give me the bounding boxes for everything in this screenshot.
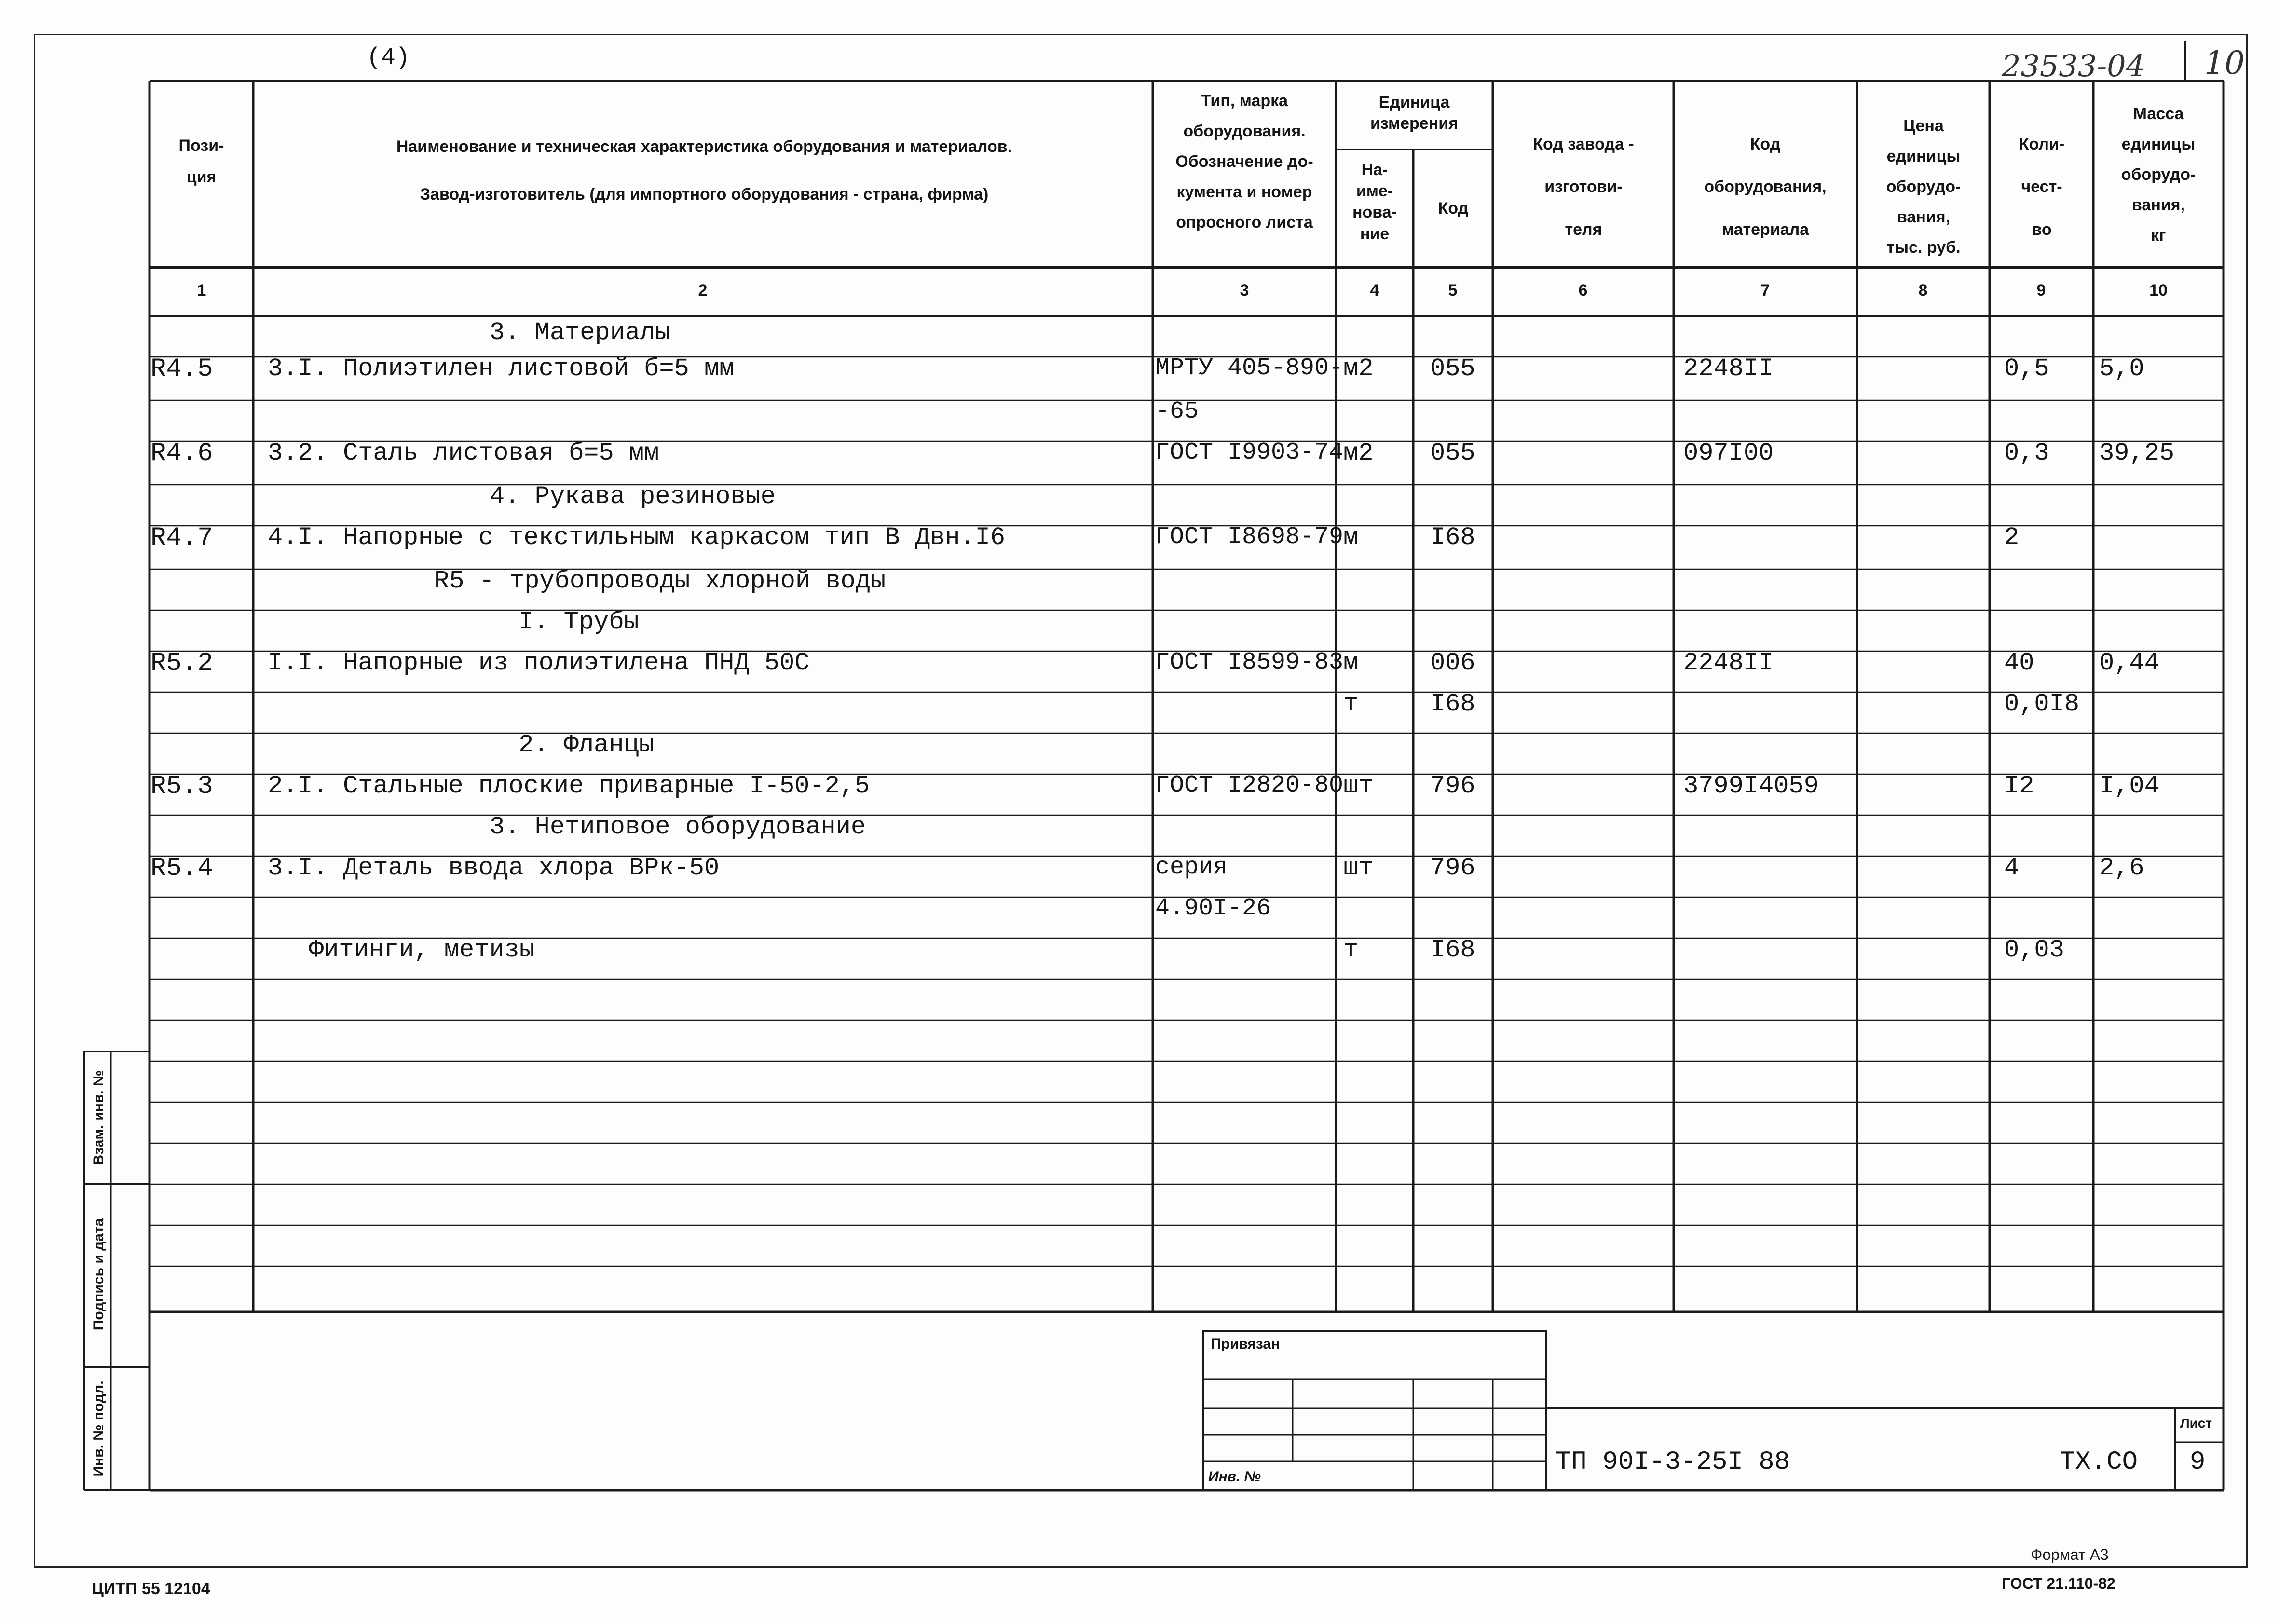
row-unit-code: I68 <box>1430 523 1475 552</box>
header-quantity: Коли- чест- во <box>2019 135 2065 239</box>
row-quantity: I2 <box>2004 772 2034 800</box>
column-number-4: 4 <box>1370 281 1379 300</box>
stamp-designation: ТП 90I-3-25I 88 <box>1556 1447 1790 1477</box>
stamp-privyazan: Привязан <box>1211 1336 1280 1352</box>
row-material-code: 2248II <box>1683 355 1774 383</box>
header-mass: Масса единицы оборудо- вания, кг <box>2121 105 2196 245</box>
row-type: МРТУ 405-890- <box>1155 355 1344 382</box>
row-name: 3. Материалы <box>490 318 670 347</box>
column-number-6: 6 <box>1578 281 1588 300</box>
row-type: 4.90I-26 <box>1155 895 1271 922</box>
row-name: 3.2. Сталь листовая б=5 мм <box>268 439 659 467</box>
row-unit: т <box>1343 690 1359 718</box>
page-marker: (4) <box>367 44 410 72</box>
row-name: 3.I. Деталь ввода хлора ВРк-50 <box>268 854 720 882</box>
header-price: Цена единицы оборудо- вания, тыс. руб. <box>1886 117 1961 257</box>
column-number-2: 2 <box>698 281 708 300</box>
row-name: I. Трубы <box>519 608 639 636</box>
footer-left-code: ЦИТП 55 12104 <box>92 1580 210 1598</box>
row-type: ГОСТ I9903-74 <box>1155 439 1344 466</box>
footer-gost: ГОСТ 21.110-82 <box>2002 1575 2115 1592</box>
row-material-code: 3799I4059 <box>1683 772 1819 800</box>
row-name: I.I. Напорные из полиэтилена ПНД 50С <box>268 649 810 677</box>
column-number-5: 5 <box>1448 281 1458 300</box>
row-type: ГОСТ I2820-80 <box>1155 772 1344 799</box>
stamp-sheet-number: 9 <box>2190 1447 2206 1477</box>
row-quantity: 40 <box>2004 649 2034 677</box>
row-unit: м2 <box>1343 439 1374 467</box>
stamp-section: ТХ.СО <box>2060 1447 2138 1477</box>
row-quantity: 0,0I8 <box>2004 690 2080 718</box>
row-quantity: 4 <box>2004 854 2020 882</box>
row-unit-code: 796 <box>1430 854 1475 882</box>
row-unit: шт <box>1343 854 1374 882</box>
row-position: R4.5 <box>150 355 213 384</box>
row-quantity: 0,3 <box>2004 439 2049 467</box>
row-unit: т <box>1343 936 1359 964</box>
header-unit-name: На- име- нова- ние <box>1352 161 1397 243</box>
row-position: R4.7 <box>150 523 213 553</box>
row-unit: м <box>1343 523 1359 552</box>
side-label-replace-inv: Взам. инв. № <box>91 1070 107 1165</box>
header-type: Тип, марка оборудования. Обозначение до- кумента и номер опросного листа <box>1175 92 1313 232</box>
row-name: R5 - трубопроводы хлорной воды <box>434 567 886 595</box>
row-unit-code: 796 <box>1430 772 1475 800</box>
stamp-inv-no: Инв. № <box>1208 1469 1261 1485</box>
row-name: 3. Нетиповое оборудование <box>490 813 866 841</box>
row-mass: 0,44 <box>2099 649 2159 677</box>
header-unit: Единица измерения <box>1370 93 1458 133</box>
side-label-signature-date: Подпись и дата <box>91 1218 107 1331</box>
column-number-8: 8 <box>1918 281 1928 300</box>
header-plant-code: Код завода - изготови- теля <box>1533 135 1634 239</box>
row-unit-code: I68 <box>1430 690 1475 718</box>
row-type: -65 <box>1155 398 1199 425</box>
stamp-sheet-label: Лист <box>2180 1416 2212 1431</box>
footer-format: Формат А3 <box>2031 1546 2109 1563</box>
row-unit-code: I68 <box>1430 936 1475 964</box>
row-type: ГОСТ I8698-79 <box>1155 523 1344 551</box>
header-position: Пози- ция <box>178 136 224 186</box>
row-name: 3.I. Полиэтилен листовой б=5 мм <box>268 355 735 383</box>
column-number-7: 7 <box>1760 281 1770 300</box>
column-number-9: 9 <box>2036 281 2046 300</box>
header-equipment-code: Код оборудования, материала <box>1704 135 1827 239</box>
column-number-10: 10 <box>2149 281 2168 300</box>
row-quantity: 0,03 <box>2004 936 2064 964</box>
row-position: R5.3 <box>150 772 213 801</box>
row-position: R5.2 <box>150 649 213 678</box>
header-name: Наименование и техническая характеристика оборудования и материалов. Завод-изготовитель (для импортного оборудования - страна, фирма) <box>396 137 1012 204</box>
column-number-1: 1 <box>197 281 206 300</box>
column-number-3: 3 <box>1240 281 1249 300</box>
row-unit: м2 <box>1343 355 1374 383</box>
row-unit: шт <box>1343 772 1374 800</box>
header-unit-code: Код <box>1438 199 1469 218</box>
handwritten-doc-number: 23533-04 <box>2002 48 2145 83</box>
row-mass: 2,6 <box>2099 854 2144 882</box>
row-quantity: 0,5 <box>2004 355 2049 383</box>
row-material-code: 097I00 <box>1683 439 1774 467</box>
row-position: R4.6 <box>150 439 213 468</box>
row-mass: I,04 <box>2099 772 2159 800</box>
row-unit-code: 055 <box>1430 355 1475 383</box>
row-material-code: 2248II <box>1683 649 1774 677</box>
row-name: Фитинги, метизы <box>309 936 535 964</box>
row-type: ГОСТ I8599-83 <box>1155 649 1344 676</box>
row-name: 2. Фланцы <box>519 731 654 759</box>
row-name: 2.I. Стальные плоские приварные I-50-2,5 <box>268 772 870 800</box>
row-type: серия <box>1155 854 1228 881</box>
row-unit-code: 055 <box>1430 439 1475 467</box>
row-mass: 5,0 <box>2099 355 2144 383</box>
side-label-original-inv: Инв. № подл. <box>91 1380 107 1477</box>
row-mass: 39,25 <box>2099 439 2175 467</box>
handwritten-page-number: 10 <box>2204 44 2245 82</box>
row-unit-code: 006 <box>1430 649 1475 677</box>
row-position: R5.4 <box>150 854 213 883</box>
row-unit: м <box>1343 649 1359 677</box>
row-name: 4. Рукава резиновые <box>490 482 776 511</box>
row-name: 4.I. Напорные с текстильным каркасом тип В Двн.I6 <box>268 523 1006 552</box>
row-quantity: 2 <box>2004 523 2020 552</box>
